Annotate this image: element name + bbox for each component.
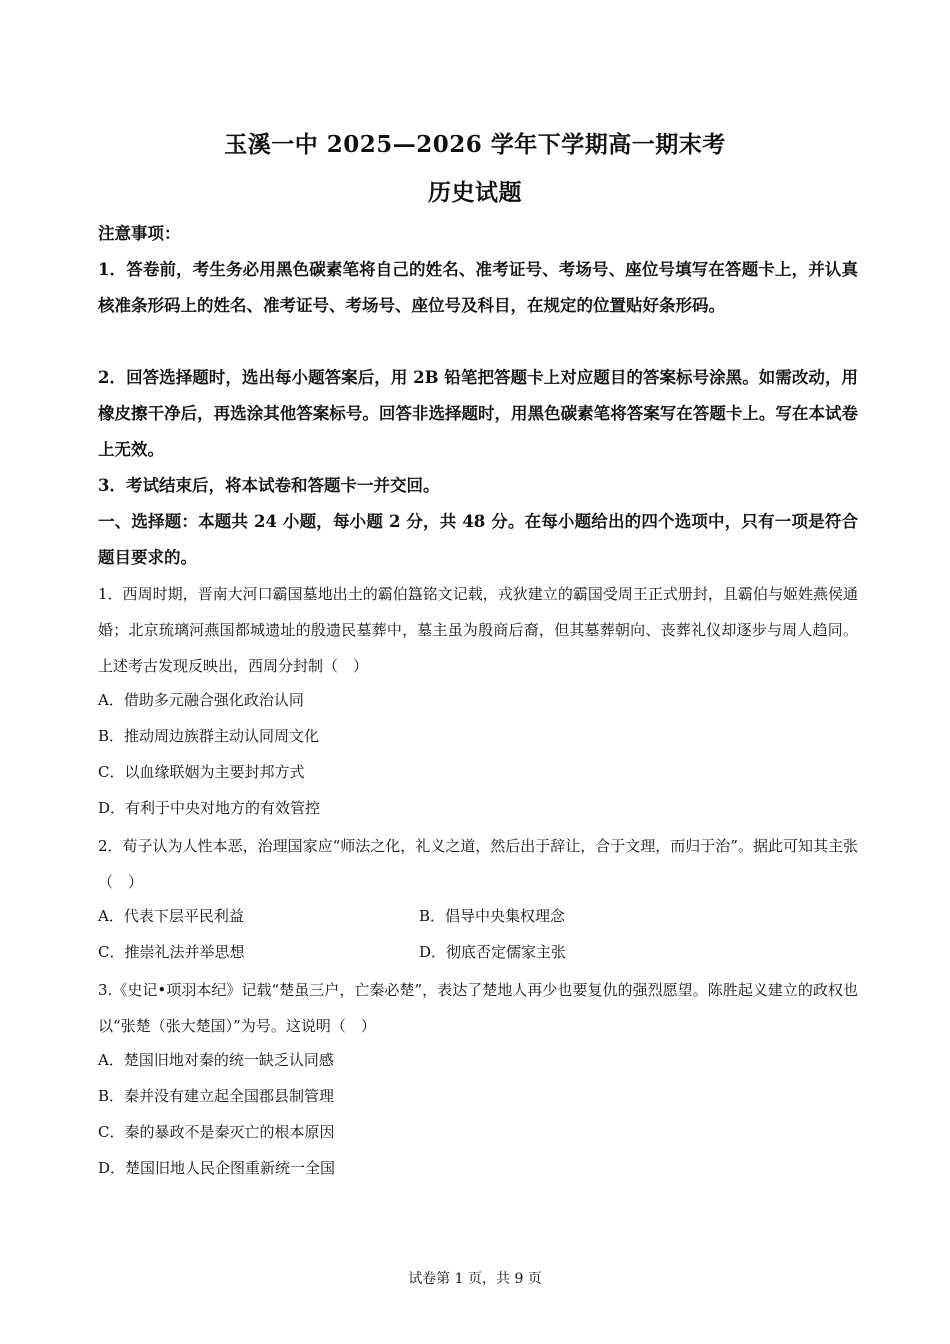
notice-heading: 注意事项：	[98, 224, 181, 243]
notice-item-2: 2．回答选择题时，选出每小题答案后，用 2B 铅笔把答题卡上对应题目的答案标号涂黑。如需改动，用橡皮擦干净后，再选涂其他答案标号。回答非选择题时，用黑色碳素笔将答案写在答题卡上。写在本试卷上无效。	[98, 368, 858, 459]
notice-item-3: 3．考试结束后，将本试卷和答题卡一并交回。	[98, 476, 440, 495]
question-3-option-c: C．秦的暴政不是秦灭亡的根本原因	[98, 1123, 335, 1141]
section-heading: 一、选择题：本题共 24 小题，每小题 2 分，共 48 分。在每小题给出的四个选项中，只有一项是符合题目要求的。	[98, 512, 858, 567]
question-3-stem: 3.《史记•项羽本纪》记载“楚虽三户，亡秦必楚”，表达了楚地人再少也要复仇的强烈愿望。陈胜起义建立的政权也以“张楚（张大楚国）”为号。这说明（ ）	[98, 981, 858, 1035]
question-3-option-a: A．楚国旧地对秦的统一缺乏认同感	[98, 1051, 334, 1069]
question-2-option-d: D．彻底否定儒家主张	[419, 943, 567, 961]
exam-subtitle: 历史试题	[428, 179, 522, 206]
page-footer: 试卷第 1 页，共 9 页	[408, 1271, 542, 1287]
question-2-option-b: B．倡导中央集权理念	[419, 907, 566, 925]
notice-item-1: 1．答卷前，考生务必用黑色碳素笔将自己的姓名、准考证号、考场号、座位号填写在答题卡上，并认真核准条形码上的姓名、准考证号、考场号、座位号及科目，在规定的位置贴好条形码。	[98, 260, 858, 315]
question-3-option-d: D．楚国旧地人民企图重新统一全国	[98, 1159, 336, 1177]
question-2-stem: 2．荀子认为人性本恶，治理国家应“师法之化，礼义之道，然后出于辞让，合于文理，而归于治”。据此可知其主张（ ）	[98, 837, 858, 891]
question-1-option-c: C．以血缘联姻为主要封邦方式	[98, 763, 305, 781]
question-2-option-a: A．代表下层平民利益	[98, 907, 244, 925]
question-1-option-d: D．有利于中央对地方的有效管控	[98, 799, 321, 817]
question-3-option-b: B．秦并没有建立起全国郡县制管理	[98, 1087, 335, 1105]
question-1-stem: 1．西周时期，晋南大河口霸国墓地出土的霸伯簋铭文记载，戎狄建立的霸国受周王正式册封，且霸伯与姬姓燕侯通婚；北京琉璃河燕国都城遗址的殷遗民墓葬中，墓主虽为殷商后裔，但其墓葬朝向、丧葬礼仪却逐步与周人趋同。上述考古发现反映出，西周分封制（ ）	[98, 585, 858, 675]
question-1-option-a: A．借助多元融合强化政治认同	[98, 691, 304, 709]
question-2-option-c: C．推崇礼法并举思想	[98, 943, 245, 961]
exam-title: 玉溪一中 2025—2026 学年下学期高一期末考	[224, 131, 726, 158]
question-1-option-b: B．推动周边族群主动认同周文化	[98, 727, 320, 745]
